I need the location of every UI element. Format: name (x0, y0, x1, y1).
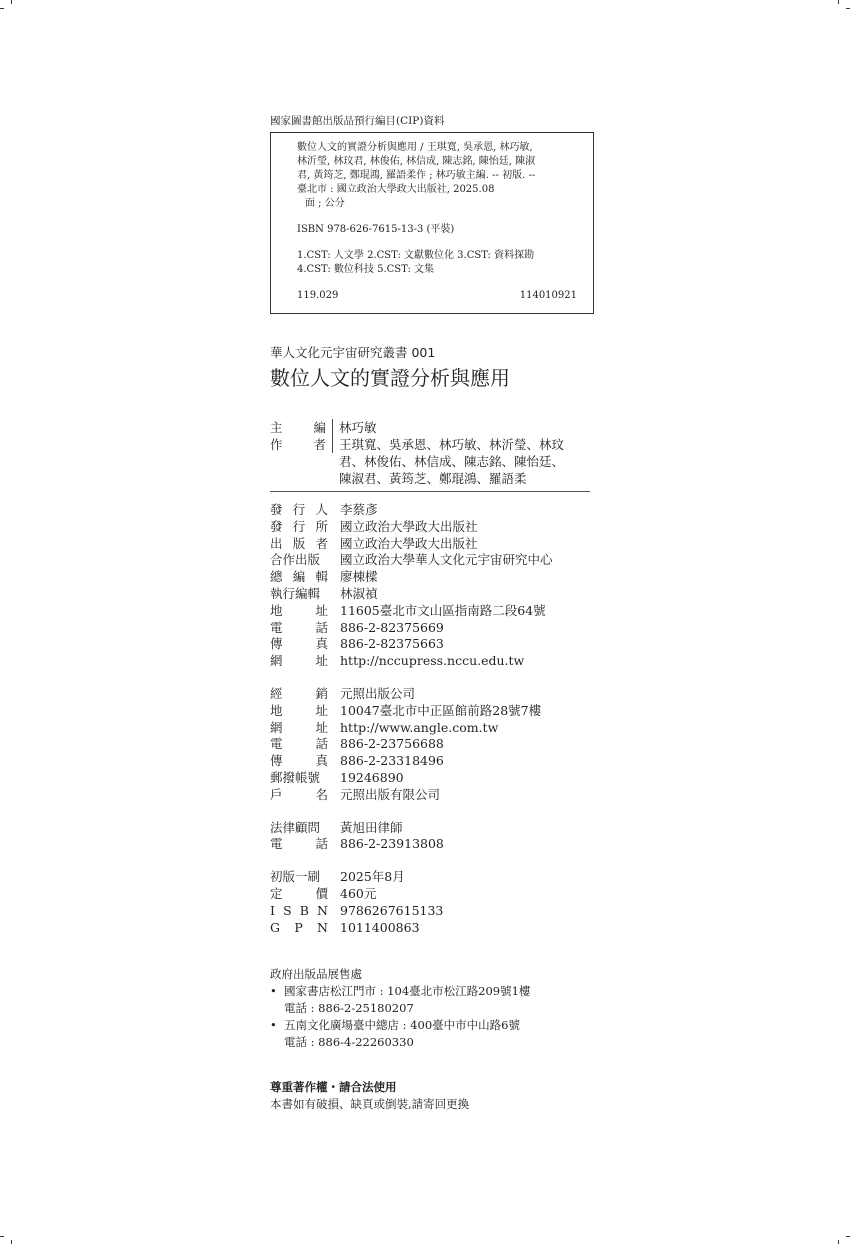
info-value: 19246890 (340, 769, 404, 785)
publisher-block (270, 502, 600, 670)
info-row (270, 770, 600, 787)
info-label: 地 址 (270, 702, 328, 718)
info-value: 林淑禎 (340, 585, 378, 601)
info-label: 發 行 人 (270, 502, 328, 517)
info-value: 10047臺北市中正區館前路28號7樓 (340, 702, 542, 718)
info-label: 法律顧問 (270, 819, 321, 835)
info-label: 網 址 (270, 719, 328, 735)
gov-sales-item (270, 1017, 600, 1034)
author-label: 作 者 (270, 436, 333, 453)
info-label: 網 址 (270, 653, 328, 669)
info-label: 電 話 (270, 619, 328, 635)
gov-sales-title: 政府出版品展售處 (270, 967, 362, 982)
copyright-page (270, 114, 600, 1113)
crop-mark (11, 1240, 12, 1244)
cip-class-number: 119.029 (297, 290, 339, 301)
distributor-block (270, 686, 600, 804)
crop-mark (11, 0, 12, 4)
info-value: 460元 (340, 885, 377, 901)
info-row (270, 636, 600, 653)
rights-title: 尊重著作權・請合法使用 (270, 1080, 397, 1095)
info-value: 國立政治大學華人文化元宇宙研究中心 (340, 552, 553, 568)
info-row (270, 720, 600, 737)
info-label: 電 話 (270, 836, 328, 852)
bullet: • (270, 1018, 277, 1033)
info-row (270, 787, 600, 804)
imprint-info (270, 502, 600, 936)
info-row (270, 620, 600, 637)
info-value: 元照出版公司 (340, 685, 416, 701)
info-row (270, 753, 600, 770)
info-row (270, 603, 600, 620)
info-value: 1011400863 (340, 919, 420, 935)
info-label: 初版一刷 (270, 869, 321, 885)
info-value: 廖棟樑 (340, 569, 378, 585)
cip-subject-line: 4.CST: 數位科技 5.CST: 文集 (297, 264, 434, 275)
editor-label: 主 編 (270, 419, 333, 436)
rights-text: 本書如有破損、缺頁或倒裝,請寄回更換 (270, 1097, 470, 1112)
info-label: 總 編 輯 (270, 569, 328, 585)
info-label: 經 銷 (270, 685, 328, 701)
crop-mark (838, 0, 839, 4)
info-row (270, 920, 600, 937)
info-label: 戶 名 (270, 786, 328, 802)
info-row (270, 869, 600, 886)
series-name: 華人文化元宇宙研究叢書 001 (270, 345, 436, 360)
info-label: I S B N (270, 902, 328, 918)
crop-mark (0, 1236, 4, 1237)
info-row (270, 519, 600, 536)
book-title: 數位人文的實證分析與應用 (270, 366, 510, 390)
legal-block (270, 820, 600, 854)
info-value: 11605臺北市文山區指南路二段64號 (340, 602, 546, 618)
crop-mark (0, 8, 4, 9)
divider (270, 491, 590, 492)
cip-header: 國家圖書館出版品預行編目(CIP)資料 (270, 115, 445, 127)
info-value: 886-2-23913808 (340, 836, 444, 852)
info-value: 國立政治大學政大出版社 (340, 518, 478, 534)
cip-line: 數位人文的實證分析與應用 / 王琪寬, 吳承恩, 林巧敏, (297, 142, 533, 153)
edition-block (270, 869, 600, 936)
crop-mark (838, 1240, 839, 1244)
info-value: 886-2-82375669 (340, 619, 444, 635)
info-value: 元照出版有限公司 (340, 786, 441, 802)
store-address: 五南文化廣場臺中總店 : 400臺中市中山路6號 (284, 1018, 520, 1033)
cip-line: 臺北市 : 國立政治大學政大出版社, 2025.08 (297, 184, 495, 195)
info-row (270, 886, 600, 903)
info-row (270, 536, 600, 553)
info-label: 出 版 者 (270, 535, 328, 551)
author-row (270, 436, 600, 487)
store-phone: 電話 : 886-2-25180207 (284, 1001, 414, 1016)
info-label: 定 價 (270, 885, 328, 901)
crop-mark (846, 8, 850, 9)
info-label: 傳 真 (270, 753, 328, 769)
cip-line: 君, 黃筠芝, 鄭琨鴻, 羅語柔作 ; 林巧敏主編. -- 初版. -- (297, 170, 536, 181)
crop-mark (846, 1236, 850, 1237)
info-row (270, 836, 600, 853)
info-value: 886-2-23318496 (340, 753, 444, 769)
store-address: 國家書店松江門市 : 104臺北市松江路209號1樓 (284, 984, 531, 999)
info-value: 886-2-82375663 (340, 636, 444, 652)
info-row (270, 552, 600, 569)
info-label: G P N (270, 919, 328, 935)
store-phone: 電話 : 886-4-22260330 (284, 1035, 414, 1050)
info-label: 發 行 所 (270, 518, 328, 534)
info-value: 2025年8月 (340, 869, 405, 885)
info-value: 國立政治大學政大出版社 (340, 535, 478, 551)
info-row (270, 903, 600, 920)
info-row (270, 686, 600, 703)
credits (270, 419, 600, 492)
author-names: 王琪寬、吳承恩、林巧敏、林沂瑩、林玟 君、林俊佑、林信成、陳志銘、陳怡廷、 陳淑君、黃筠芝、鄭琨鴻、羅語柔 (339, 437, 565, 486)
info-row (270, 820, 600, 837)
info-value: http://www.angle.com.tw (340, 719, 499, 735)
info-value: 黃旭田律師 (340, 819, 403, 835)
info-label: 傳 真 (270, 636, 328, 652)
editor-row (270, 419, 600, 436)
info-row (270, 736, 600, 753)
cip-subject-line: 1.CST: 人文學 2.CST: 文獻數位化 3.CST: 資料探勘 (297, 250, 535, 261)
info-value: 李蔡彥 (340, 502, 378, 517)
info-value: 9786267615133 (340, 902, 444, 918)
info-label: 電 話 (270, 736, 328, 752)
info-value: http://nccupress.nccu.edu.tw (340, 653, 525, 669)
cip-line: 林沂瑩, 林玟君, 林俊佑, 林信成, 陳志銘, 陳怡廷, 陳淑 (297, 156, 536, 167)
gov-sales (270, 966, 600, 1051)
gov-sales-item (270, 983, 600, 1000)
info-label: 執行編輯 (270, 585, 321, 601)
cip-record-number: 114010921 (519, 290, 577, 301)
cip-isbn-line: ISBN 978-626-7615-13-3 (平裝) (297, 224, 455, 235)
info-value: 886-2-23756688 (340, 736, 444, 752)
info-label: 郵撥帳號 (270, 769, 321, 785)
info-label: 合作出版 (270, 552, 321, 568)
bullet: • (270, 984, 277, 999)
cip-record-box (270, 132, 594, 314)
editor-name: 林巧敏 (339, 420, 377, 435)
info-row (270, 586, 600, 603)
info-label: 地 址 (270, 602, 328, 618)
info-row (270, 502, 600, 519)
info-row (270, 703, 600, 720)
cip-dimension-line: 面 ; 公分 (305, 198, 345, 209)
info-row (270, 569, 600, 586)
info-row (270, 653, 600, 670)
